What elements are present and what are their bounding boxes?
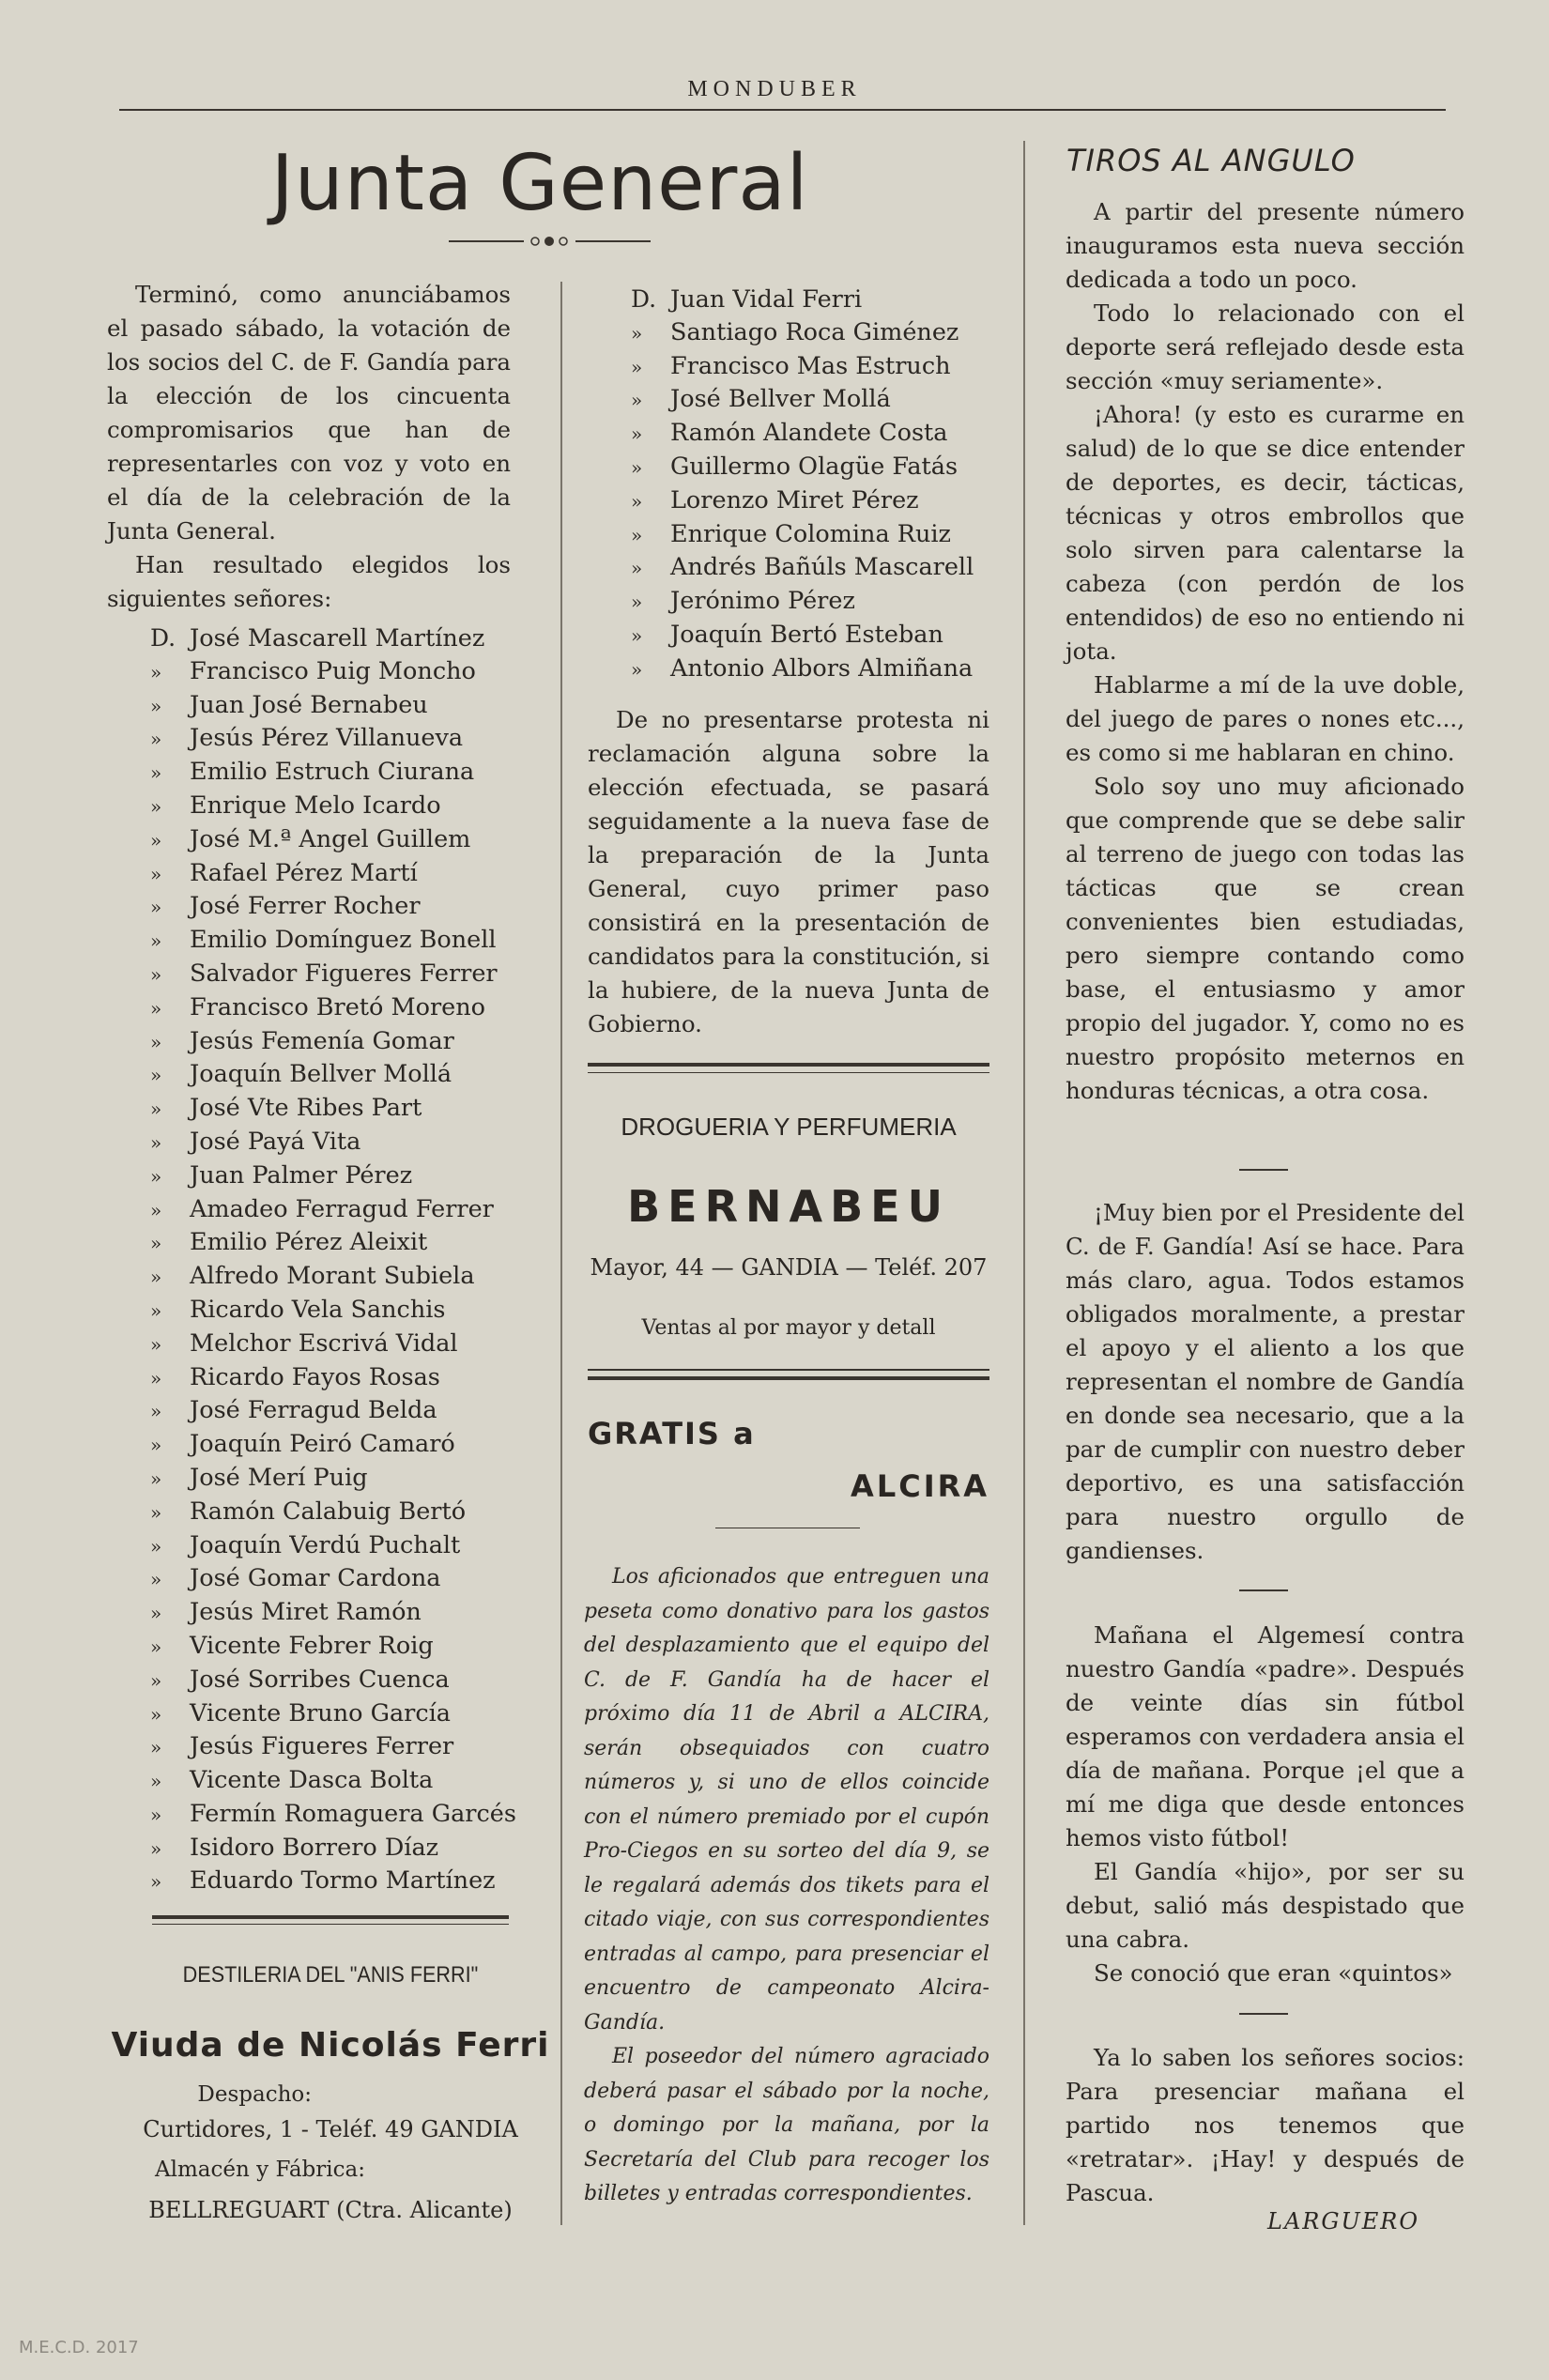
elected-name-item bbox=[150, 1697, 535, 1731]
elected-name: José Ferrer Rocher bbox=[190, 892, 421, 921]
name-prefix: » bbox=[150, 1064, 162, 1087]
elected-name-item bbox=[631, 451, 1006, 484]
name-prefix: » bbox=[631, 455, 643, 479]
name-prefix: » bbox=[150, 1164, 162, 1188]
elected-name: José Gomar Cardona bbox=[190, 1564, 441, 1593]
elected-name-item bbox=[150, 1798, 535, 1832]
elected-name: Jesús Pérez Villanueva bbox=[190, 724, 464, 753]
elected-name-item bbox=[150, 1562, 535, 1596]
anis-ad-address: Curtidores, 1 - Teléf. 49 GANDIA bbox=[143, 2116, 518, 2142]
name-prefix: » bbox=[150, 761, 162, 785]
name-prefix: » bbox=[150, 1568, 162, 1591]
tiros-paragraph: Solo soy uno muy aficionado que comprende que se debe salir al terreno de juego con todas las tácticas que se crean convenientes bien estudiadas, pero siempre contando como base, el entusiasmo y amor propio del jugador. Y, como no es nuestro propósito meternos en honduras técnicas, a otra cosa. bbox=[1066, 773, 1465, 1104]
name-prefix: » bbox=[150, 660, 162, 683]
tiros-paragraph: El Gandía «hijo», por ser su debut, salió más despistado que una cabra. bbox=[1066, 1858, 1465, 1953]
elected-name-item bbox=[150, 857, 535, 891]
name-prefix: » bbox=[150, 1602, 162, 1625]
name-prefix: » bbox=[150, 694, 162, 717]
elected-name-item bbox=[631, 283, 1006, 316]
name-prefix: » bbox=[150, 929, 162, 953]
elected-name-item bbox=[150, 924, 535, 958]
elected-name: Vicente Bruno García bbox=[190, 1698, 451, 1727]
name-prefix: » bbox=[150, 1702, 162, 1726]
tiros-block-4 bbox=[1066, 2041, 1465, 2210]
elected-name: Joaquín Bellver Mollá bbox=[190, 1060, 452, 1089]
elected-name-item bbox=[150, 1361, 535, 1395]
anis-ad-factory-label: Almacén y Fábrica: bbox=[155, 2157, 365, 2182]
anis-ad-name: Viuda de Nicolás Ferri bbox=[111, 2026, 550, 2065]
drogueria-ad-heading: DROGUERIA Y PERFUMERIA bbox=[621, 1113, 957, 1141]
elected-name-item bbox=[150, 1126, 535, 1159]
elected-name-item bbox=[631, 518, 1006, 552]
elected-name: Enrique Colomina Ruiz bbox=[670, 519, 951, 548]
elected-name: Guillermo Olagüe Fatás bbox=[670, 452, 959, 481]
elected-name: Juan Palmer Pérez bbox=[190, 1160, 413, 1190]
drogueria-ad-name: BERNABEU bbox=[627, 1181, 950, 1232]
elected-name: Vicente Febrer Roig bbox=[190, 1631, 434, 1660]
elected-name: José Mascarell Martínez bbox=[190, 624, 485, 653]
elected-name-item bbox=[150, 1428, 535, 1462]
name-prefix: » bbox=[150, 896, 162, 919]
elected-name-item bbox=[150, 958, 535, 991]
elected-name-item bbox=[150, 1496, 535, 1529]
elected-name: Ramón Calabuig Bertó bbox=[190, 1497, 467, 1526]
tiros-paragraph: Hablarme a mí de la uve doble, del juego de pares o nones etc..., es como si me hablaran en chino. bbox=[1066, 671, 1465, 766]
elected-name: Eduardo Tormo Martínez bbox=[190, 1866, 496, 1896]
name-prefix: » bbox=[150, 1298, 162, 1322]
elected-name-item bbox=[150, 1764, 535, 1798]
elected-name-item bbox=[631, 417, 1006, 451]
elected-name-item bbox=[150, 1260, 535, 1294]
name-prefix: » bbox=[150, 996, 162, 1020]
elected-name-item bbox=[150, 790, 535, 823]
elected-name: Jerónimo Pérez bbox=[670, 587, 855, 616]
closing-paragraph: De no presentarse protesta ni reclamación alguna sobre la elección efectuada, se pasará seguidamente a la nueva fase de la preparación de la Junta General, cuyo primer paso consistirá en la presentación de candidatos para la constitución, si la hubiere, de la nueva Junta de Gobierno. bbox=[588, 706, 989, 1037]
elected-name: Santiago Roca Giménez bbox=[670, 317, 959, 346]
name-prefix: » bbox=[631, 389, 643, 412]
name-prefix: » bbox=[150, 1836, 162, 1860]
elected-name: José Bellver Mollá bbox=[670, 385, 891, 414]
name-prefix: » bbox=[150, 1870, 162, 1894]
author-signature: LARGUERO bbox=[1267, 2208, 1420, 2234]
elected-name-item bbox=[150, 1630, 535, 1664]
elected-name-item bbox=[150, 689, 535, 723]
elected-name-item bbox=[150, 756, 535, 790]
intro-paragraph: Han resultado elegidos los siguientes señores: bbox=[107, 551, 511, 612]
name-prefix: » bbox=[150, 1366, 162, 1390]
name-prefix: » bbox=[150, 1466, 162, 1490]
title-ornament bbox=[449, 235, 651, 248]
elected-name-item bbox=[631, 619, 1006, 653]
name-prefix: » bbox=[150, 962, 162, 986]
name-prefix: » bbox=[150, 1736, 162, 1759]
elected-name: José Merí Puig bbox=[190, 1463, 368, 1492]
name-prefix: » bbox=[150, 1770, 162, 1793]
elected-name-item bbox=[631, 383, 1006, 417]
elected-name: Rafael Pérez Martí bbox=[190, 858, 418, 887]
elected-name-item bbox=[150, 1294, 535, 1328]
elected-name-item bbox=[150, 1832, 535, 1866]
watermark: M.E.C.D. 2017 bbox=[19, 2338, 139, 2357]
elected-name: Enrique Melo Icardo bbox=[190, 791, 441, 820]
elected-name: Andrés Bañúls Mascarell bbox=[670, 553, 974, 582]
elected-name-item bbox=[631, 585, 1006, 619]
elected-name: Emilio Domínguez Bonell bbox=[190, 926, 497, 955]
name-prefix: » bbox=[150, 1400, 162, 1423]
elected-name-item bbox=[150, 1664, 535, 1697]
tiros-paragraph: Mañana el Algemesí contra nuestro Gandía «padre». Después de veinte días sin fútbol esperamos con verdadera ansia el día de mañana. Porque ¡el que a mí me diga que desde entonces hemos visto fútbol! bbox=[1066, 1621, 1465, 1851]
elected-name-item bbox=[150, 722, 535, 756]
elected-name: Joaquín Bertó Esteban bbox=[670, 620, 943, 649]
elected-name: Francisco Mas Estruch bbox=[670, 351, 951, 380]
elected-name: Lorenzo Miret Pérez bbox=[670, 485, 919, 514]
tiros-paragraph: Se conoció que eran «quintos» bbox=[1094, 1959, 1453, 1987]
name-prefix: » bbox=[150, 1434, 162, 1457]
name-prefix: D. bbox=[631, 285, 657, 313]
tiros-paragraph: ¡Muy bien por el Presidente del C. de F. Gandía! Así se hace. Para más claro, agua. Todos estamos obligados moralmente, a prestar el apoyo y el aliento a los que representan el nombre de Gandía en donde sea necesario, que a la par de cumplir con nuestro deber deportivo, es una satisfacción para nuestro orgullo de gandienses. bbox=[1066, 1199, 1465, 1564]
elected-name-item bbox=[631, 653, 1006, 686]
elected-name-item bbox=[150, 622, 535, 655]
header-rule bbox=[119, 109, 1446, 111]
elected-name: José Sorribes Cuenca bbox=[190, 1665, 450, 1694]
tiros-block-3 bbox=[1066, 1619, 1465, 1990]
name-prefix: » bbox=[150, 828, 162, 852]
elected-name-item bbox=[150, 890, 535, 924]
elected-name: Jesús Figueres Ferrer bbox=[190, 1732, 454, 1761]
elected-name-item bbox=[631, 484, 1006, 518]
tiros-paragraph: A partir del presente número inauguramos esta nueva sección dedicada a todo un poco. bbox=[1066, 198, 1465, 293]
elected-name: Joaquín Peiró Camaró bbox=[190, 1430, 455, 1459]
elected-name-item bbox=[150, 1596, 535, 1630]
tiros-paragraph: Ya lo saben los señores socios: Para presenciar mañana el partido nos tenemos que «retratar». ¡Hay! y después de Pascua. bbox=[1066, 2044, 1465, 2206]
section-dash bbox=[1239, 1589, 1288, 1591]
name-prefix: » bbox=[631, 321, 643, 345]
name-prefix: » bbox=[150, 1803, 162, 1826]
elected-name: Juan Vidal Ferri bbox=[670, 285, 863, 314]
gratis-rule-top bbox=[588, 1369, 989, 1371]
elected-name: Francisco Puig Moncho bbox=[190, 656, 476, 685]
elected-name: Melchor Escrivá Vidal bbox=[190, 1328, 458, 1358]
name-prefix: » bbox=[150, 1635, 162, 1658]
tiros-paragraph: ¡Ahora! (y esto es curarme en salud) de lo que se dice entender de deportes, es decir, tácticas, técnicas y otros embrollos que solo sirven para calentarse la cabeza (con perdón de los entendidos) de eso no entiendo ni jota. bbox=[1066, 401, 1465, 665]
article-intro bbox=[107, 278, 511, 616]
tiros-paragraph: Todo lo relacionado con el deporte será reflejado desde esta sección «muy seriamente». bbox=[1066, 299, 1465, 394]
gratis-title-1: GRATIS a bbox=[588, 1416, 756, 1451]
newspaper-header-title: MONDUBER bbox=[687, 77, 862, 101]
elected-name: Antonio Albors Almiñana bbox=[670, 653, 974, 683]
name-prefix: » bbox=[150, 1668, 162, 1692]
elected-name-item bbox=[150, 1226, 535, 1260]
anis-ad-heading: DESTILERIA DEL "ANIS FERRI" bbox=[182, 1962, 479, 1988]
name-prefix: » bbox=[631, 489, 643, 513]
name-prefix: » bbox=[150, 1030, 162, 1053]
elected-name-item bbox=[150, 655, 535, 689]
elected-name: José M.ª Angel Guillem bbox=[190, 824, 471, 853]
anis-ad-despacho-label: Despacho: bbox=[197, 2082, 312, 2107]
elected-name-item bbox=[150, 1058, 535, 1092]
article-title: Junta General bbox=[270, 139, 809, 228]
elected-name-item bbox=[631, 551, 1006, 585]
elected-name-item bbox=[150, 1529, 535, 1563]
elected-name: José Ferragud Belda bbox=[190, 1396, 437, 1425]
elected-name: Alfredo Morant Subiela bbox=[190, 1262, 475, 1291]
elected-name: Jesús Femenía Gomar bbox=[190, 1026, 454, 1055]
name-prefix: » bbox=[150, 1232, 162, 1255]
name-prefix: » bbox=[150, 794, 162, 818]
name-prefix: » bbox=[150, 1198, 162, 1221]
elected-name: Joaquín Verdú Puchalt bbox=[190, 1530, 461, 1559]
name-prefix: » bbox=[631, 591, 643, 614]
elected-name: Ricardo Vela Sanchis bbox=[190, 1295, 446, 1324]
gratis-title-2: ALCIRA bbox=[851, 1468, 989, 1504]
elected-name: Salvador Figueres Ferrer bbox=[190, 959, 498, 988]
gratis-rule-top-thick bbox=[588, 1376, 989, 1380]
name-prefix: » bbox=[150, 1266, 162, 1289]
elected-names-list-1 bbox=[150, 622, 535, 1898]
elected-name: Juan José Bernabeu bbox=[190, 690, 428, 719]
tiros-block-1 bbox=[1066, 195, 1465, 1108]
name-prefix: » bbox=[150, 1130, 162, 1154]
gratis-text bbox=[584, 1560, 989, 2212]
article-closing bbox=[588, 703, 989, 1041]
name-prefix: » bbox=[150, 1500, 162, 1524]
drogueria-ad-address: Mayor, 44 — GANDIA — Teléf. 207 bbox=[590, 1254, 988, 1281]
elected-name: Isidoro Borrero Díaz bbox=[190, 1833, 439, 1862]
name-prefix: » bbox=[631, 523, 643, 546]
name-prefix: » bbox=[150, 1332, 162, 1356]
name-prefix: D. bbox=[150, 624, 176, 652]
elected-name-item bbox=[150, 1025, 535, 1059]
elected-name: Amadeo Ferragud Ferrer bbox=[190, 1194, 494, 1223]
elected-names-list-2 bbox=[631, 283, 1006, 686]
name-prefix: » bbox=[150, 1098, 162, 1121]
gratis-paragraph: El poseedor del número agraciado deberá pasar el sábado por la noche, o domingo por la mañana, por la Secretaría del Club para recoger los billetes y entradas correspondientes. bbox=[584, 2045, 989, 2205]
elected-name: José Vte Ribes Part bbox=[190, 1094, 422, 1123]
elected-name: José Payá Vita bbox=[190, 1127, 361, 1156]
elected-name-item bbox=[631, 350, 1006, 384]
name-prefix: » bbox=[631, 657, 643, 681]
section-dash bbox=[1239, 2013, 1288, 2015]
drogueria-rule-top bbox=[588, 1063, 989, 1067]
elected-name-item bbox=[150, 1328, 535, 1361]
elected-name-item bbox=[150, 1462, 535, 1496]
elected-name-item bbox=[150, 1092, 535, 1126]
elected-name: Jesús Miret Ramón bbox=[190, 1598, 422, 1627]
elected-name: Emilio Estruch Ciurana bbox=[190, 758, 475, 787]
elected-name-item bbox=[150, 1730, 535, 1764]
anis-ad-factory-address: BELLREGUART (Ctra. Alicante) bbox=[148, 2197, 513, 2223]
ad-rule-top bbox=[152, 1915, 509, 1919]
gratis-paragraph: Los aficionados que entreguen una peseta como donativo para los gastos del desplazamiento que el equipo del C. de F. Gandía ha de hacer el próximo día 11 de Abril a ALCIRA, serán obsequiados con cuatro números y, si uno de ellos coincide con el número premiado por el cupón Pro-Ciegos en su sorteo del día 9, se le regalará además dos tikets para el citado viaje, con sus correspondientes entradas al campo, para presenciar el encuentro de campeonato Alcira-Gandía. bbox=[584, 1565, 989, 2035]
ad-rule-top-thin bbox=[152, 1924, 509, 1925]
name-prefix: » bbox=[150, 1534, 162, 1558]
name-prefix: » bbox=[631, 623, 643, 647]
intro-paragraph: Terminó, como anunciábamos el pasado sábado, la votación de los socios del C. de F. Gandía para la elección de los cincuenta compromisarios que han de representarles con voz y voto en el día de la celebración de la Junta General. bbox=[107, 281, 511, 545]
drogueria-rule-top-thin bbox=[588, 1072, 989, 1073]
drogueria-ad-sales: Ventas al por mayor y detall bbox=[641, 1316, 936, 1340]
elected-name: Vicente Dasca Bolta bbox=[190, 1766, 434, 1795]
tiros-block-2 bbox=[1066, 1196, 1465, 1568]
name-prefix: » bbox=[150, 862, 162, 885]
elected-name-item bbox=[150, 991, 535, 1025]
elected-name: Ramón Alandete Costa bbox=[670, 419, 948, 448]
name-prefix: » bbox=[631, 422, 643, 446]
elected-name-item bbox=[150, 1159, 535, 1193]
tiros-section-title: TIROS AL ANGULO bbox=[1066, 143, 1356, 178]
section-dash bbox=[1239, 1169, 1288, 1171]
elected-name-item bbox=[631, 316, 1006, 350]
name-prefix: » bbox=[631, 355, 643, 378]
elected-name: Fermín Romaguera Garcés bbox=[190, 1799, 516, 1828]
column-rule-right bbox=[1023, 141, 1025, 2225]
elected-name: Emilio Pérez Aleixit bbox=[190, 1228, 428, 1257]
elected-name-item bbox=[150, 1193, 535, 1227]
elected-name-item bbox=[150, 823, 535, 857]
elected-name: Francisco Bretó Moreno bbox=[190, 992, 486, 1021]
column-rule-left bbox=[560, 282, 562, 2225]
name-prefix: » bbox=[631, 557, 643, 580]
elected-name-item bbox=[150, 1394, 535, 1428]
elected-name: Ricardo Fayos Rosas bbox=[190, 1362, 440, 1391]
name-prefix: » bbox=[150, 728, 162, 751]
elected-name-item bbox=[150, 1865, 535, 1898]
